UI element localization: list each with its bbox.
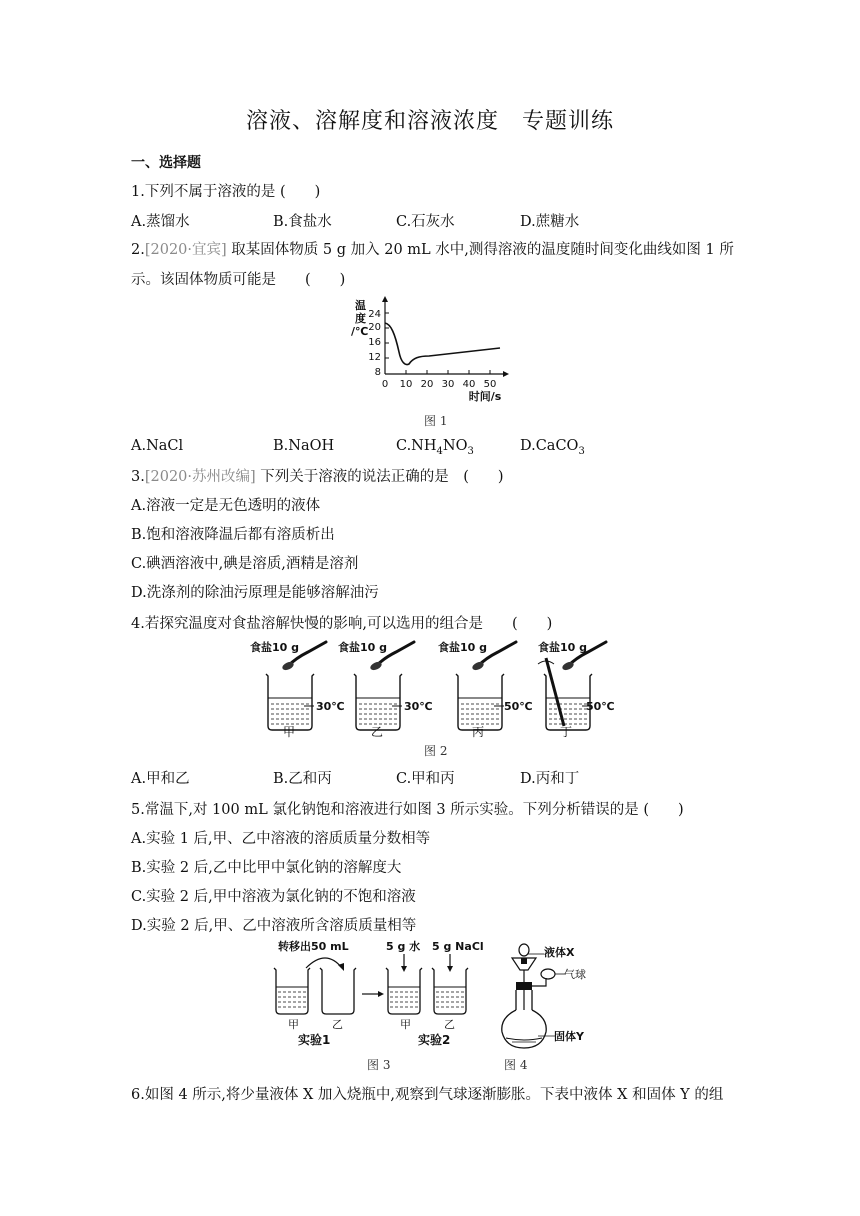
question-2-option-d: D.CaCO$_3$: [520, 438, 585, 457]
x-axis-label: 时间/s: [468, 390, 502, 403]
balloon-label: 气球: [564, 968, 586, 981]
beaker-temperature-label: 50℃: [586, 700, 615, 713]
figure-3-caption: 图 3: [367, 1058, 391, 1072]
beaker-salt-label: 食盐10 g: [250, 641, 300, 654]
question-2-option-a: A.NaCl: [131, 438, 184, 454]
y-tick-label: 16: [368, 337, 381, 348]
question-4-option-d: D.丙和丁: [520, 771, 580, 787]
stirring-rod: [546, 658, 564, 726]
question-1-stem: 1.下列不属于溶液的是 ( ): [131, 184, 321, 200]
beaker-bing: [456, 674, 504, 730]
exp1-label-yi: 乙: [332, 1018, 343, 1031]
exp1-beaker-jia: [274, 968, 310, 1014]
question-1-option-c: C.石灰水: [396, 214, 455, 230]
y-tick-label: 20: [368, 322, 381, 333]
exp2-beaker-yi: [432, 968, 468, 1014]
figure-1-caption: 图 1: [424, 414, 448, 428]
figure-1-chart: [345, 294, 515, 410]
solid-y-label: 固体Y: [554, 1030, 584, 1043]
x-tick-label: 40: [462, 379, 476, 390]
x-tick-label: 0: [381, 379, 389, 390]
beaker-jia: [266, 674, 314, 730]
question-2-stem-line2: 示。该固体物质可能是 ( ): [131, 272, 346, 288]
question-3-option-d: D.洗涤剂的除油污原理是能够溶解油污: [131, 585, 379, 601]
question-2-stem-line1: [131, 238, 734, 259]
y-axis-label-1: 温: [355, 299, 366, 312]
question-6-stem: 6.如图 4 所示,将少量液体 X 加入烧瓶中,观察到气球逐渐膨胀。下表中液体 X 和固体 Y 的组: [131, 1087, 724, 1103]
experiment-1-label: 实验1: [298, 1033, 331, 1047]
question-4-option-b: B.乙和丙: [273, 771, 332, 787]
figure-2-caption: 图 2: [424, 744, 448, 758]
figure-4-caption: 图 4: [504, 1058, 528, 1072]
y-tick-label: 24: [368, 309, 381, 320]
figure-2-beakers: [246, 636, 616, 740]
section-heading: 一、选择题: [131, 155, 201, 171]
question-text: 取某固体物质 5 g 加入 20 mL 水中,测得溶液的温度随时间变化曲线如图 1 所: [226, 242, 734, 258]
experiment-2-label: 实验2: [418, 1033, 451, 1047]
beaker-name-label: 丁: [560, 725, 573, 739]
question-text: 下列关于溶液的说法正确的是 ( ): [255, 469, 504, 485]
beaker-name-label: 丙: [472, 725, 485, 739]
question-1-option-b: B.食盐水: [273, 214, 332, 230]
exp2-beaker-jia: [386, 968, 422, 1014]
question-2-option-b: B.NaOH: [273, 438, 335, 454]
x-tick-label: 20: [420, 379, 434, 390]
question-5-option-b: B.实验 2 后,乙中比甲中氯化钠的溶解度大: [131, 860, 402, 876]
exp1-label-jia: 甲: [288, 1018, 299, 1031]
question-1-option-d: D.蔗糖水: [520, 214, 580, 230]
question-2-option-c: $C.NH_4NO_3$: [396, 438, 474, 457]
question-1-option-a: A.蒸馏水: [131, 214, 190, 230]
question-3-option-c: C.碘酒溶液中,碘是溶质,酒精是溶剂: [131, 556, 359, 572]
x-tick-label: 50: [483, 379, 497, 390]
y-axis-label-3: /℃: [351, 325, 369, 338]
question-5-option-c: C.实验 2 后,甲中溶液为氯化钠的不饱和溶液: [131, 889, 416, 905]
question-5-stem: 5.常温下,对 100 mL 氯化钠饱和溶液进行如图 3 所示实验。下列分析错误的是 ( ): [131, 802, 684, 818]
question-3-option-a: A.溶液一定是无色透明的液体: [131, 498, 321, 514]
beaker-name-label: 乙: [371, 725, 384, 739]
beaker-yi: [354, 674, 402, 730]
exp2-label-yi: 乙: [444, 1018, 455, 1031]
question-5-option-a: A.实验 1 后,甲、乙中溶液的溶质质量分数相等: [131, 831, 431, 847]
beaker-name-label: 甲: [283, 725, 296, 739]
transfer-arrow: [306, 958, 342, 968]
figure-3-4-diagram: [266, 938, 596, 1054]
question-4-stem: 4.若探究温度对食盐溶解快慢的影响,可以选用的组合是 ( ): [131, 616, 553, 632]
x-tick-label: 10: [399, 379, 413, 390]
beaker-salt-label: 食盐10 g: [338, 641, 388, 654]
beaker-temperature-label: 30℃: [316, 700, 345, 713]
question-number: 3.: [131, 469, 145, 485]
liquid-x-label: 液体X: [544, 946, 575, 959]
y-tick-label: 12: [368, 352, 381, 363]
exp1-beaker-yi: [320, 968, 356, 1014]
question-4-option-a: A.甲和乙: [131, 771, 190, 787]
add-water-label: 5 g 水: [386, 940, 421, 953]
exp2-label-jia: 甲: [400, 1018, 411, 1031]
beaker-temperature-label: 50℃: [504, 700, 533, 713]
question-number: 2.: [131, 242, 145, 258]
question-source: [2020·宜宾]: [144, 242, 227, 258]
question-3-option-b: B.饱和溶液降温后都有溶质析出: [131, 527, 335, 543]
y-axis-label-2: 度: [355, 312, 366, 325]
question-4-option-c: C.甲和丙: [396, 771, 455, 787]
question-5-option-d: D.实验 2 后,甲、乙中溶液所含溶质质量相等: [131, 918, 417, 934]
page-title: 溶液、溶解度和溶液浓度 专题训练: [245, 109, 614, 134]
x-tick-label: 30: [441, 379, 455, 390]
temperature-curve: [385, 323, 500, 365]
beaker-salt-label: 食盐10 g: [438, 641, 488, 654]
beaker-temperature-label: 30℃: [404, 700, 433, 713]
question-source: [2020·苏州改编]: [144, 469, 256, 485]
transfer-label: 转移出50 mL: [278, 940, 349, 953]
beaker-salt-label: 食盐10 g: [538, 641, 588, 654]
question-3-stem: [131, 465, 504, 486]
y-tick-label: 8: [374, 367, 381, 378]
add-nacl-label: 5 g NaCl: [432, 940, 484, 953]
